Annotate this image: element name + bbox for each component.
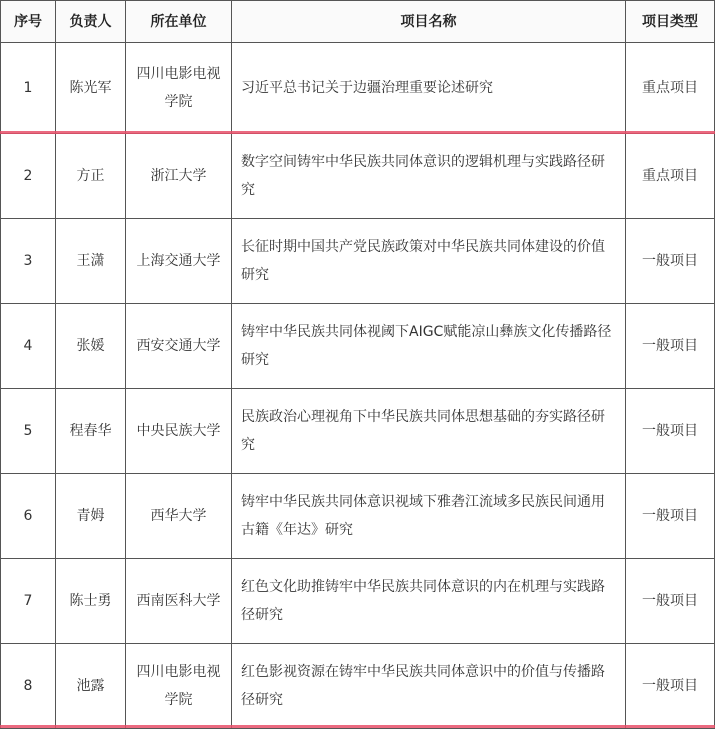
row-unit: 西安交通大学 <box>126 304 232 389</box>
row-project-name: 民族政治心理视角下中华民族共同体思想基础的夯实路径研究 <box>232 389 626 474</box>
table-row <box>1 389 715 474</box>
row-project-type: 一般项目 <box>626 219 715 304</box>
row-unit: 西华大学 <box>126 474 232 559</box>
header-unit: 所在单位 <box>126 1 232 43</box>
row-index: 1 <box>1 43 56 134</box>
table-row <box>1 644 715 729</box>
row-leader: 池露 <box>56 644 126 729</box>
row-index: 2 <box>1 134 56 219</box>
highlight-line-top <box>0 131 715 134</box>
row-index: 5 <box>1 389 56 474</box>
row-leader: 程春华 <box>56 389 126 474</box>
row-index: 6 <box>1 474 56 559</box>
row-project-name: 长征时期中国共产党民族政策对中华民族共同体建设的价值研究 <box>232 219 626 304</box>
row-unit: 四川电影电视学院 <box>126 644 232 729</box>
row-project-name: 铸牢中华民族共同体意识视域下雅砻江流域多民族民间通用古籍《年达》研究 <box>232 474 626 559</box>
table-row <box>1 559 715 644</box>
row-index: 8 <box>1 644 56 729</box>
row-project-type: 一般项目 <box>626 644 715 729</box>
row-leader: 张媛 <box>56 304 126 389</box>
row-unit: 中央民族大学 <box>126 389 232 474</box>
row-leader: 青姆 <box>56 474 126 559</box>
row-unit: 四川电影电视学院 <box>126 43 232 134</box>
table-header-row <box>1 1 715 43</box>
row-index: 7 <box>1 559 56 644</box>
row-project-type: 一般项目 <box>626 474 715 559</box>
table-row <box>1 474 715 559</box>
row-unit: 浙江大学 <box>126 134 232 219</box>
table-row <box>1 304 715 389</box>
row-leader: 王潇 <box>56 219 126 304</box>
row-project-type: 重点项目 <box>626 43 715 134</box>
row-leader: 方正 <box>56 134 126 219</box>
row-project-type: 一般项目 <box>626 389 715 474</box>
table-row <box>1 43 715 134</box>
row-project-name: 铸牢中华民族共同体视阈下AIGC赋能凉山彝族文化传播路径研究 <box>232 304 626 389</box>
header-project-type: 项目类型 <box>626 1 715 43</box>
row-project-name: 习近平总书记关于边疆治理重要论述研究 <box>232 43 626 134</box>
row-project-type: 一般项目 <box>626 304 715 389</box>
row-project-name: 红色影视资源在铸牢中华民族共同体意识中的价值与传播路径研究 <box>232 644 626 729</box>
row-index: 4 <box>1 304 56 389</box>
row-project-type: 一般项目 <box>626 559 715 644</box>
row-leader: 陈士勇 <box>56 559 126 644</box>
table-row <box>1 219 715 304</box>
header-project-name: 项目名称 <box>232 1 626 43</box>
header-index: 序号 <box>1 1 56 43</box>
row-index: 3 <box>1 219 56 304</box>
row-unit: 上海交通大学 <box>126 219 232 304</box>
table-row <box>1 134 715 219</box>
row-project-name: 数字空间铸牢中华民族共同体意识的逻辑机理与实践路径研究 <box>232 134 626 219</box>
row-project-name: 红色文化助推铸牢中华民族共同体意识的内在机理与实践路径研究 <box>232 559 626 644</box>
highlight-line-bottom <box>0 725 715 728</box>
row-leader: 陈光军 <box>56 43 126 134</box>
header-leader: 负责人 <box>56 1 126 43</box>
row-project-type: 重点项目 <box>626 134 715 219</box>
row-unit: 西南医科大学 <box>126 559 232 644</box>
